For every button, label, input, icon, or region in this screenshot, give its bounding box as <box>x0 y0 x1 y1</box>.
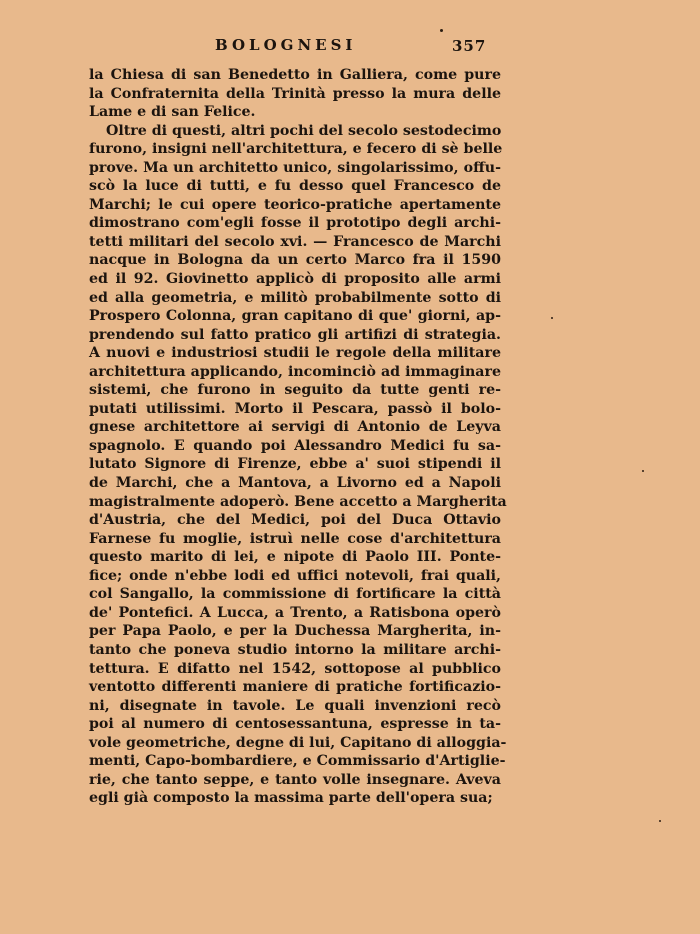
text-line: architettura applicando, incominciò ad immaginare <box>89 363 501 380</box>
running-title: BOLOGNESI <box>215 36 357 54</box>
text-line: egli già composto la massima parte dell'opera sua; <box>89 790 493 807</box>
text-line: sistemi, che furono in seguito da tutte genti re- <box>89 382 501 399</box>
text-line: questo marito di lei, e nipote di Paolo III. Ponte- <box>89 549 501 566</box>
text-line: lutato Signore di Firenze, ebbe a' suoi stipendi il <box>89 456 501 473</box>
body-text <box>89 66 507 808</box>
text-line: ed il 92. Giovinetto applicò di proposito alle armi <box>89 271 501 288</box>
text-line: menti, Capo-bombardiere, e Commissario d'Artiglie- <box>89 753 506 770</box>
ink-speck <box>551 317 553 319</box>
text-line: col Sangallo, la commissione di fortificare la città <box>89 586 501 603</box>
text-line: rie, che tanto seppe, e tanto volle insegnare. Aveva <box>89 771 501 788</box>
text-line: scò la luce di tutti, e fu desso quel Francesco de <box>89 178 501 195</box>
text-line: prove. Ma un architetto unico, singolarissimo, offu- <box>89 159 501 176</box>
text-line: A nuovi e industriosi studii le regole della militare <box>89 345 501 362</box>
text-line: spagnolo. E quando poi Alessandro Medici fu sa- <box>89 437 501 454</box>
text-line: ventotto differenti maniere di pratiche fortificazio- <box>89 679 501 696</box>
text-line: la Confraternita della Trinità presso la mura delle <box>89 85 501 102</box>
text-line: Farnese fu moglie, istruì nelle cose d'architettura <box>89 530 501 547</box>
text-line: gnese architettore ai servigi di Antonio de Leyva <box>89 419 501 436</box>
text-line: ed alla geometria, e militò probabilmente sotto di <box>89 289 501 306</box>
text-line: putati utilissimi. Morto il Pescara, passò il bolo- <box>89 400 501 417</box>
text-line: Lame e di san Felice. <box>89 104 256 121</box>
text-line: per Papa Paolo, e per la Duchessa Margherita, in- <box>89 623 501 640</box>
text-line: ni, disegnate in tavole. Le quali invenzioni recò <box>89 697 501 714</box>
text-line: poi al numero di centosessantuna, espresse in ta- <box>89 716 501 733</box>
text-line: dimostrano com'egli fosse il prototipo degli archi- <box>89 215 501 232</box>
text-line: d'Austria, che del Medici, poi del Duca Ottavio <box>89 512 501 529</box>
ink-speck <box>440 29 443 32</box>
text-line: Prospero Colonna, gran capitano di que' giorni, ap- <box>89 308 501 325</box>
text-line: nacque in Bologna da un certo Marco fra il 1590 <box>89 252 501 269</box>
text-line: furono, insigni nell'architettura, e fecero di sè belle <box>89 141 503 158</box>
text-line: magistralmente adoperò. Bene accetto a Margherita <box>89 493 507 510</box>
text-line: vole geometriche, degne di lui, Capitano di alloggia- <box>89 734 507 751</box>
text-line: de' Pontefici. A Lucca, a Trento, a Ratisbona operò <box>89 604 501 621</box>
text-line: fice; onde n'ebbe lodi ed uffici notevoli, frai quali, <box>89 567 501 584</box>
page-number: 357 <box>452 37 487 55</box>
text-line: tanto che poneva studio intorno la militare archi- <box>89 641 501 658</box>
text-line: Marchi; le cui opere teorico-pratiche apertamente <box>89 196 501 213</box>
text-line: prendendo sul fatto pratico gli artifizi di strategia. <box>89 326 501 343</box>
ink-speck <box>659 820 661 822</box>
text-line: tetti militari del secolo xvi. — Francesco de Marchi <box>89 233 501 250</box>
text-line: de Marchi, che a Mantova, a Livorno ed a Napoli <box>89 475 501 492</box>
text-line: tettura. E difatto nel 1542, sottopose al pubblico <box>89 660 501 677</box>
text-line: Oltre di questi, altri pochi del secolo sestodecimo <box>106 122 502 139</box>
text-line: la Chiesa di san Benedetto in Galliera, come pure <box>89 67 501 83</box>
ink-speck <box>642 470 644 472</box>
